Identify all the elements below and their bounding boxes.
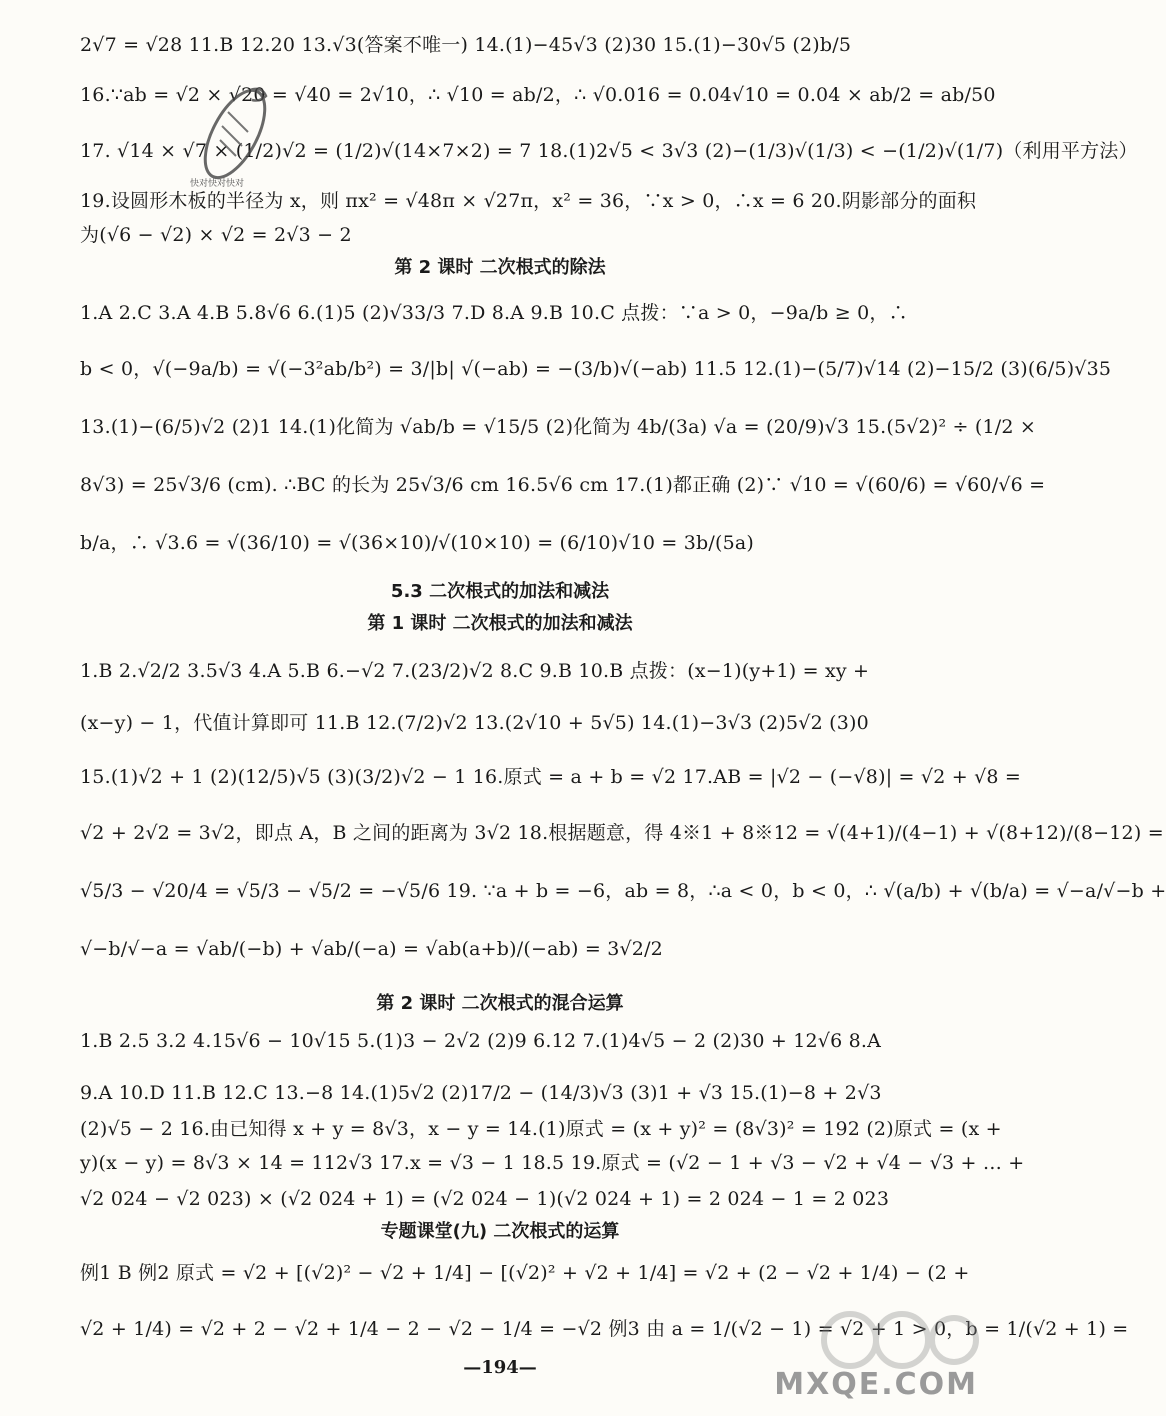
answer-line: 1.A 2.C 3.A 4.B 5.8√6 6.(1)5 (2)√33/3 7.D 8.A 9.B 10.C 点拨：∵a > 0，−9a/b ≥ 0，∴ [80, 302, 908, 324]
section-heading: 专题课堂(九) 二次根式的运算 [380, 1221, 620, 1242]
answer-line: 2√7 = √28 11.B 12.20 13.√3(答案不唯一) 14.(1)−45√3 (2)30 15.(1)−30√5 (2)b/5 [80, 34, 852, 56]
answer-line: 17. √14 × √7 × (1/2)√2 = (1/2)√(14×7×2) = 7 18.(1)2√5 < 3√3 (2)−(1/3)√(1/3) < −(1/2)√(1/7)（利用平方法） [80, 140, 1138, 162]
section-heading: 第 2 课时 二次根式的除法 [394, 257, 606, 278]
answer-line: (x−y) − 1，代值计算即可 11.B 12.(7/2)√2 13.(2√10 + 5√5) 14.(1)−3√3 (2)5√2 (3)0 [80, 712, 869, 734]
answer-line: 为(√6 − √2) × √2 = 2√3 − 2 [80, 224, 352, 246]
answer-line: (2)√5 − 2 16.由已知得 x + y = 8√3，x − y = 14.(1)原式 = (x + y)² = (8√3)² = 192 (2)原式 = (x + [80, 1118, 1002, 1140]
answer-line: √2 + 1/4) = √2 + 2 − √2 + 1/4 − 2 − √2 − 1/4 = −√2 例3 由 a = 1/(√2 − 1) = √2 + 1 > 0，b = 1/(√2 + 1) = [80, 1318, 1129, 1340]
section-heading: 第 1 课时 二次根式的加法和减法 [367, 613, 633, 634]
answer-line: 15.(1)√2 + 1 (2)(12/5)√5 (3)(3/2)√2 − 1 16.原式 = a + b = √2 17.AB = |√2 − (−√8)| = √2 + √8 = [80, 766, 1022, 788]
answer-line: 16.∵ab = √2 × √20 = √40 = 2√10，∴ √10 = ab/2，∴ √0.016 = 0.04√10 = 0.04 × ab/2 = ab/50 [80, 84, 996, 106]
answer-line: √2 024 − √2 023) × (√2 024 + 1) = (√2 024 − 1)(√2 024 + 1) = 2 024 − 1 = 2 023 [80, 1188, 890, 1210]
answer-line: 例1 B 例2 原式 = √2 + [(√2)² − √2 + 1/4] − [(√2)² + √2 + 1/4] = √2 + (2 − √2 + 1/4) − (2 + [80, 1262, 970, 1284]
answer-line: b/a，∴ √3.6 = √(36/10) = √(36×10)/√(10×10) = (6/10)√10 = 3b/(5a) [80, 532, 755, 554]
answer-line: 13.(1)−(6/5)√2 (2)1 14.(1)化简为 √ab/b = √15/5 (2)化简为 4b/(3a) √a = (20/9)√3 15.(5√2)² ÷ (1/2 × [80, 416, 1037, 438]
answer-line: 1.B 2.5 3.2 4.15√6 − 10√15 5.(1)3 − 2√2 (2)9 6.12 7.(1)4√5 − 2 (2)30 + 12√6 8.A [80, 1030, 882, 1052]
section-heading: 5.3 二次根式的加法和减法 [390, 581, 610, 602]
page-number: —194— [463, 1357, 537, 1378]
answer-line: √5/3 − √20/4 = √5/3 − √5/2 = −√5/6 19. ∵a + b = −6，ab = 8，∴a < 0，b < 0，∴ √(a/b) + √(b/a) = √−a/√−b + [80, 880, 1166, 902]
section-heading: 第 2 课时 二次根式的混合运算 [376, 993, 624, 1014]
stamp-text: 快对快对快对 [190, 179, 245, 189]
answer-line: √2 + 2√2 = 3√2，即点 A，B 之间的距离为 3√2 18.根据题意，得 4※1 + 8※12 = √(4+1)/(4−1) + √(8+12)/(8−12) = [80, 822, 1164, 844]
answer-line: y)(x − y) = 8√3 × 14 = 112√3 17.x = √3 − 1 18.5 19.原式 = (√2 − 1 + √3 − √2 + √4 − √3 + … + [80, 1152, 1025, 1174]
answer-line: 9.A 10.D 11.B 12.C 13.−8 14.(1)5√2 (2)17/2 − (14/3)√3 (3)1 + √3 15.(1)−8 + 2√3 [80, 1082, 882, 1104]
watermark-text: MXQE.COM [774, 1367, 978, 1402]
answer-line: 19.设圆形木板的半径为 x，则 πx² = √48π × √27π，x² = 36，∵x > 0，∴x = 6 20.阴影部分的面积 [80, 190, 977, 212]
answer-line: √−b/√−a = √ab/(−b) + √ab/(−a) = √ab(a+b)/(−ab) = 3√2/2 [80, 938, 663, 960]
answer-line: 1.B 2.√2/2 3.5√3 4.A 5.B 6.−√2 7.(23/2)√2 8.C 9.B 10.B 点拨：(x−1)(y+1) = xy + [80, 660, 870, 682]
answer-line: b < 0，√(−9a/b) = √(−3²ab/b²) = 3/|b| √(−ab) = −(3/b)√(−ab) 11.5 12.(1)−(5/7)√14 (2)−15/2 (3)(6/5)√35 [80, 358, 1112, 380]
answer-line: 8√3) = 25√3/6 (cm). ∴BC 的长为 25√3/6 cm 16.5√6 cm 17.(1)都正确 (2)∵ √10 = √(60/6) = √60/√6 = [80, 474, 1046, 496]
